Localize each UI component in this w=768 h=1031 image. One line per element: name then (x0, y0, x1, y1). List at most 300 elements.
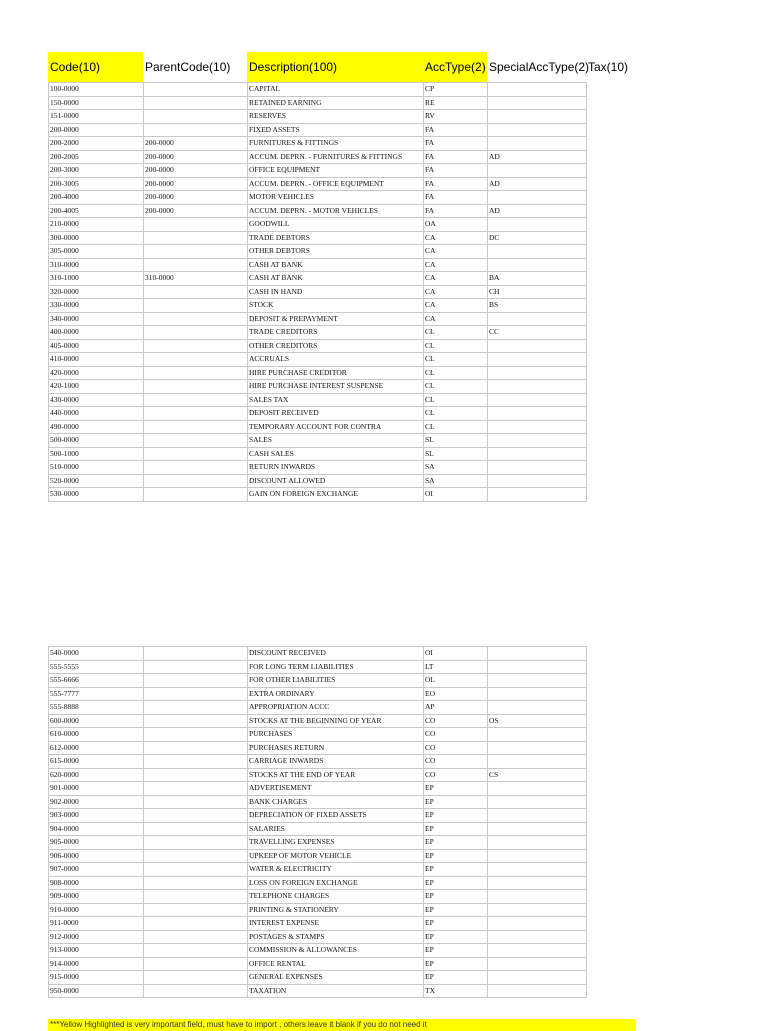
cell-parent-code (144, 660, 248, 674)
cell-description: UPKEEP OF MOTOR VEHICLE (248, 849, 424, 863)
cell-special-acc-type (488, 782, 587, 796)
cell-description: MOTOR VEHICLES (248, 191, 424, 205)
table-row (49, 326, 587, 340)
table-row (49, 741, 587, 755)
cell-special-acc-type (488, 474, 587, 488)
cell-description: OFFICE EQUIPMENT (248, 164, 424, 178)
cell-acc-type: FA (424, 123, 488, 137)
cell-code: 200-3005 (49, 177, 144, 191)
cell-special-acc-type (488, 339, 587, 353)
table-row (49, 971, 587, 985)
table-row (49, 137, 587, 151)
table-row (49, 863, 587, 877)
cell-parent-code (144, 741, 248, 755)
cell-description: BANK CHARGES (248, 795, 424, 809)
cell-description: FOR LONG TERM LIABILITIES (248, 660, 424, 674)
header-acc-type: AccType(2) (423, 52, 487, 82)
table-row (49, 177, 587, 191)
table-row (49, 930, 587, 944)
cell-acc-type: EO (424, 687, 488, 701)
cell-special-acc-type (488, 96, 587, 110)
cell-special-acc-type (488, 83, 587, 97)
cell-parent-code (144, 110, 248, 124)
cell-code: 200-3000 (49, 164, 144, 178)
table-row (49, 701, 587, 715)
table-row (49, 957, 587, 971)
cell-description: DISCOUNT RECEIVED (248, 647, 424, 661)
cell-parent-code (144, 380, 248, 394)
cell-code: 200-0000 (49, 123, 144, 137)
cell-parent-code (144, 339, 248, 353)
cell-acc-type: RV (424, 110, 488, 124)
cell-code: 903-0000 (49, 809, 144, 823)
cell-code: 530-0000 (49, 488, 144, 502)
cell-acc-type: EP (424, 971, 488, 985)
cell-code: 320-0000 (49, 285, 144, 299)
cell-acc-type: CO (424, 741, 488, 755)
accounts-table-1 (48, 82, 587, 502)
cell-code: 510-0000 (49, 461, 144, 475)
table-row (49, 150, 587, 164)
table-row (49, 728, 587, 742)
table-row (49, 984, 587, 998)
cell-special-acc-type: OS (488, 714, 587, 728)
table-row (49, 353, 587, 367)
cell-description: EXTRA ORDINARY (248, 687, 424, 701)
cell-acc-type: EP (424, 782, 488, 796)
cell-description: TEMPORARY ACCOUNT FOR CONTRA (248, 420, 424, 434)
cell-description: FIXED ASSETS (248, 123, 424, 137)
cell-parent-code (144, 849, 248, 863)
cell-parent-code (144, 231, 248, 245)
header-special-acc-type: SpecialAccType(2) (489, 60, 590, 74)
cell-parent-code (144, 647, 248, 661)
cell-special-acc-type (488, 674, 587, 688)
cell-code: 905-0000 (49, 836, 144, 850)
cell-parent-code (144, 876, 248, 890)
table-row (49, 447, 587, 461)
table-row (49, 393, 587, 407)
table-row (49, 407, 587, 421)
table-row (49, 96, 587, 110)
cell-parent-code (144, 701, 248, 715)
cell-description: GOODWILL (248, 218, 424, 232)
cell-special-acc-type (488, 353, 587, 367)
cell-code: 915-0000 (49, 971, 144, 985)
cell-acc-type: CA (424, 312, 488, 326)
cell-code: 310-1000 (49, 272, 144, 286)
cell-parent-code (144, 728, 248, 742)
cell-code: 906-0000 (49, 849, 144, 863)
table-row (49, 768, 587, 782)
cell-special-acc-type (488, 944, 587, 958)
cell-special-acc-type (488, 110, 587, 124)
cell-parent-code (144, 944, 248, 958)
cell-special-acc-type (488, 434, 587, 448)
cell-parent-code (144, 83, 248, 97)
cell-parent-code (144, 420, 248, 434)
table-row (49, 245, 587, 259)
cell-description: GENERAL EXPENSES (248, 971, 424, 985)
table-row (49, 164, 587, 178)
cell-special-acc-type (488, 728, 587, 742)
cell-code: 612-0000 (49, 741, 144, 755)
cell-code: 100-0000 (49, 83, 144, 97)
cell-acc-type: CL (424, 326, 488, 340)
cell-special-acc-type (488, 687, 587, 701)
cell-acc-type: EP (424, 822, 488, 836)
table-row (49, 420, 587, 434)
cell-parent-code (144, 96, 248, 110)
cell-acc-type: EP (424, 809, 488, 823)
cell-description: CASH IN HAND (248, 285, 424, 299)
cell-special-acc-type (488, 984, 587, 998)
cell-description: LOSS ON FOREIGN EXCHANGE (248, 876, 424, 890)
table-row (49, 83, 587, 97)
cell-parent-code (144, 755, 248, 769)
cell-parent-code (144, 836, 248, 850)
table-row (49, 488, 587, 502)
cell-special-acc-type (488, 930, 587, 944)
cell-parent-code (144, 218, 248, 232)
cell-description: ACCRUALS (248, 353, 424, 367)
header-description: Description(100) (247, 52, 423, 82)
cell-acc-type: CL (424, 380, 488, 394)
footer-note: ***Yellow Highlighted is very important field, must have to import , others leave it blank if you do not need it (48, 1019, 636, 1031)
cell-description: ADVERTISEMENT (248, 782, 424, 796)
table-row (49, 674, 587, 688)
cell-special-acc-type (488, 218, 587, 232)
cell-code: 913-0000 (49, 944, 144, 958)
cell-description: COMMISSION & ALLOWANCES (248, 944, 424, 958)
cell-parent-code: 200-0000 (144, 137, 248, 151)
cell-parent-code (144, 768, 248, 782)
cell-description: PURCHASES (248, 728, 424, 742)
cell-special-acc-type: AD (488, 150, 587, 164)
cell-acc-type: EP (424, 917, 488, 931)
header-tax: Tax(10) (588, 60, 629, 74)
cell-special-acc-type (488, 447, 587, 461)
table-row (49, 890, 587, 904)
cell-parent-code (144, 447, 248, 461)
cell-description: OTHER DEBTORS (248, 245, 424, 259)
cell-code: 540-0000 (49, 647, 144, 661)
cell-acc-type: CO (424, 728, 488, 742)
cell-acc-type: SL (424, 434, 488, 448)
cell-code: 908-0000 (49, 876, 144, 890)
cell-description: FURNITURES & FITTINGS (248, 137, 424, 151)
table-row (49, 474, 587, 488)
table-row (49, 258, 587, 272)
cell-special-acc-type: CH (488, 285, 587, 299)
cell-description: STOCKS AT THE END OF YEAR (248, 768, 424, 782)
cell-parent-code (144, 123, 248, 137)
cell-special-acc-type (488, 917, 587, 931)
table-row (49, 191, 587, 205)
table-row (49, 299, 587, 313)
cell-code: 210-0000 (49, 218, 144, 232)
cell-acc-type: CO (424, 768, 488, 782)
cell-acc-type: OA (424, 218, 488, 232)
cell-description: CARRIAGE INWARDS (248, 755, 424, 769)
table-row (49, 687, 587, 701)
cell-code: 420-1000 (49, 380, 144, 394)
table-row (49, 755, 587, 769)
cell-special-acc-type (488, 701, 587, 715)
cell-code: 555-6666 (49, 674, 144, 688)
cell-acc-type: CL (424, 339, 488, 353)
cell-special-acc-type (488, 971, 587, 985)
cell-acc-type: SL (424, 447, 488, 461)
cell-parent-code (144, 299, 248, 313)
cell-special-acc-type: AD (488, 204, 587, 218)
cell-special-acc-type (488, 863, 587, 877)
table-row (49, 714, 587, 728)
cell-code: 340-0000 (49, 312, 144, 326)
cell-special-acc-type (488, 903, 587, 917)
cell-acc-type: SA (424, 474, 488, 488)
cell-special-acc-type: BS (488, 299, 587, 313)
cell-parent-code (144, 393, 248, 407)
cell-code: 610-0000 (49, 728, 144, 742)
cell-parent-code (144, 285, 248, 299)
cell-acc-type: OI (424, 647, 488, 661)
cell-code: 914-0000 (49, 957, 144, 971)
table-row (49, 660, 587, 674)
cell-parent-code (144, 863, 248, 877)
cell-acc-type: CL (424, 393, 488, 407)
cell-code: 950-0000 (49, 984, 144, 998)
cell-parent-code: 200-0000 (144, 204, 248, 218)
cell-acc-type: EP (424, 863, 488, 877)
cell-description: PURCHASES RETURN (248, 741, 424, 755)
cell-parent-code (144, 971, 248, 985)
cell-parent-code: 200-0000 (144, 164, 248, 178)
cell-acc-type: FA (424, 204, 488, 218)
cell-parent-code (144, 674, 248, 688)
cell-description: OFFICE RENTAL (248, 957, 424, 971)
cell-special-acc-type (488, 393, 587, 407)
cell-parent-code (144, 312, 248, 326)
cell-parent-code (144, 917, 248, 931)
table-row (49, 876, 587, 890)
table-row (49, 822, 587, 836)
cell-parent-code: 200-0000 (144, 150, 248, 164)
cell-parent-code (144, 795, 248, 809)
cell-code: 620-0000 (49, 768, 144, 782)
cell-description: STOCK (248, 299, 424, 313)
cell-parent-code: 310-0000 (144, 272, 248, 286)
cell-acc-type: EP (424, 930, 488, 944)
cell-code: 600-0000 (49, 714, 144, 728)
cell-acc-type: EP (424, 876, 488, 890)
table-row (49, 204, 587, 218)
cell-acc-type: CL (424, 366, 488, 380)
cell-parent-code (144, 353, 248, 367)
table-row (49, 312, 587, 326)
cell-acc-type: LT (424, 660, 488, 674)
cell-acc-type: CP (424, 83, 488, 97)
cell-code: 907-0000 (49, 863, 144, 877)
cell-description: APPROPRIATION ACCC (248, 701, 424, 715)
cell-special-acc-type (488, 836, 587, 850)
cell-description: CASH SALES (248, 447, 424, 461)
cell-code: 440-0000 (49, 407, 144, 421)
cell-description: RETAINED EARNING (248, 96, 424, 110)
cell-parent-code (144, 245, 248, 259)
cell-description: RESERVES (248, 110, 424, 124)
table-row (49, 782, 587, 796)
cell-parent-code (144, 474, 248, 488)
cell-acc-type: CO (424, 714, 488, 728)
table-row (49, 795, 587, 809)
cell-code: 910-0000 (49, 903, 144, 917)
cell-acc-type: EP (424, 795, 488, 809)
table-row (49, 366, 587, 380)
cell-code: 555-8888 (49, 701, 144, 715)
cell-special-acc-type (488, 741, 587, 755)
table-row (49, 110, 587, 124)
cell-code: 420-0000 (49, 366, 144, 380)
cell-code: 300-0000 (49, 231, 144, 245)
cell-description: DISCOUNT ALLOWED (248, 474, 424, 488)
cell-special-acc-type (488, 461, 587, 475)
cell-code: 901-0000 (49, 782, 144, 796)
cell-acc-type: FA (424, 150, 488, 164)
cell-acc-type: FA (424, 177, 488, 191)
table-row (49, 647, 587, 661)
cell-code: 310-0000 (49, 258, 144, 272)
cell-special-acc-type (488, 647, 587, 661)
cell-code: 911-0000 (49, 917, 144, 931)
cell-special-acc-type: AD (488, 177, 587, 191)
cell-description: HIRE PURCHASE CREDITOR (248, 366, 424, 380)
cell-acc-type: FA (424, 137, 488, 151)
cell-description: SALARIES (248, 822, 424, 836)
cell-description: TELEPHONE CHARGES (248, 890, 424, 904)
cell-acc-type: AP (424, 701, 488, 715)
table-row (49, 944, 587, 958)
cell-description: OTHER CREDITORS (248, 339, 424, 353)
cell-code: 330-0000 (49, 299, 144, 313)
cell-description: WATER & ELECTRICITY (248, 863, 424, 877)
table-row (49, 461, 587, 475)
cell-description: CAPITAL (248, 83, 424, 97)
cell-parent-code (144, 326, 248, 340)
cell-description: FOR OTHER LIABILITIES (248, 674, 424, 688)
cell-special-acc-type (488, 123, 587, 137)
cell-description: ACCUM. DEPRN. - MOTOR VEHICLES (248, 204, 424, 218)
cell-acc-type: EP (424, 890, 488, 904)
cell-parent-code: 200-0000 (144, 177, 248, 191)
cell-code: 200-2005 (49, 150, 144, 164)
cell-code: 490-0000 (49, 420, 144, 434)
cell-code: 555-7777 (49, 687, 144, 701)
table-row (49, 231, 587, 245)
cell-description: GAIN ON FOREIGN EXCHANGE (248, 488, 424, 502)
cell-code: 555-5555 (49, 660, 144, 674)
cell-code: 151-0000 (49, 110, 144, 124)
table-row (49, 285, 587, 299)
cell-special-acc-type (488, 660, 587, 674)
cell-acc-type: RE (424, 96, 488, 110)
cell-parent-code (144, 930, 248, 944)
cell-special-acc-type (488, 957, 587, 971)
table-row (49, 849, 587, 863)
cell-special-acc-type (488, 137, 587, 151)
cell-code: 400-0000 (49, 326, 144, 340)
cell-special-acc-type (488, 312, 587, 326)
cell-parent-code (144, 984, 248, 998)
cell-special-acc-type: CS (488, 768, 587, 782)
cell-parent-code (144, 822, 248, 836)
cell-code: 405-0000 (49, 339, 144, 353)
cell-code: 520-0000 (49, 474, 144, 488)
cell-acc-type: EP (424, 957, 488, 971)
cell-special-acc-type (488, 822, 587, 836)
cell-acc-type: EP (424, 849, 488, 863)
cell-parent-code (144, 957, 248, 971)
table-row (49, 380, 587, 394)
table-row (49, 809, 587, 823)
cell-special-acc-type (488, 809, 587, 823)
cell-code: 909-0000 (49, 890, 144, 904)
cell-description: CASH AT BANK (248, 272, 424, 286)
cell-description: DEPOSIT & PREPAYMENT (248, 312, 424, 326)
cell-description: HIRE PURCHASE INTEREST SUSPENSE (248, 380, 424, 394)
cell-code: 615-0000 (49, 755, 144, 769)
cell-acc-type: CA (424, 299, 488, 313)
cell-special-acc-type (488, 849, 587, 863)
cell-code: 912-0000 (49, 930, 144, 944)
cell-description: PRINTING & STATIONERY (248, 903, 424, 917)
header-code: Code(10) (48, 52, 143, 82)
cell-acc-type: CA (424, 285, 488, 299)
cell-acc-type: CL (424, 420, 488, 434)
cell-parent-code (144, 258, 248, 272)
table-row (49, 836, 587, 850)
cell-code: 500-0000 (49, 434, 144, 448)
cell-special-acc-type (488, 191, 587, 205)
cell-code: 500-1000 (49, 447, 144, 461)
cell-description: TAXATION (248, 984, 424, 998)
cell-special-acc-type (488, 164, 587, 178)
cell-acc-type: OL (424, 674, 488, 688)
cell-acc-type: FA (424, 191, 488, 205)
cell-acc-type: EP (424, 903, 488, 917)
cell-acc-type: TX (424, 984, 488, 998)
cell-description: ACCUM. DEPRN. - OFFICE EQUIPMENT (248, 177, 424, 191)
cell-special-acc-type (488, 890, 587, 904)
cell-special-acc-type (488, 380, 587, 394)
cell-code: 904-0000 (49, 822, 144, 836)
cell-code: 200-4000 (49, 191, 144, 205)
cell-acc-type: EP (424, 836, 488, 850)
table-row (49, 434, 587, 448)
table-row (49, 917, 587, 931)
cell-code: 150-0000 (49, 96, 144, 110)
cell-acc-type: CA (424, 258, 488, 272)
cell-acc-type: CA (424, 245, 488, 259)
cell-description: DEPRECIATION OF FIXED ASSETS (248, 809, 424, 823)
cell-parent-code: 200-0000 (144, 191, 248, 205)
cell-description: SALES (248, 434, 424, 448)
cell-parent-code (144, 488, 248, 502)
table-row (49, 903, 587, 917)
cell-parent-code (144, 461, 248, 475)
cell-code: 902-0000 (49, 795, 144, 809)
cell-description: ACCUM. DEPRN. - FURNITURES & FITTINGS (248, 150, 424, 164)
